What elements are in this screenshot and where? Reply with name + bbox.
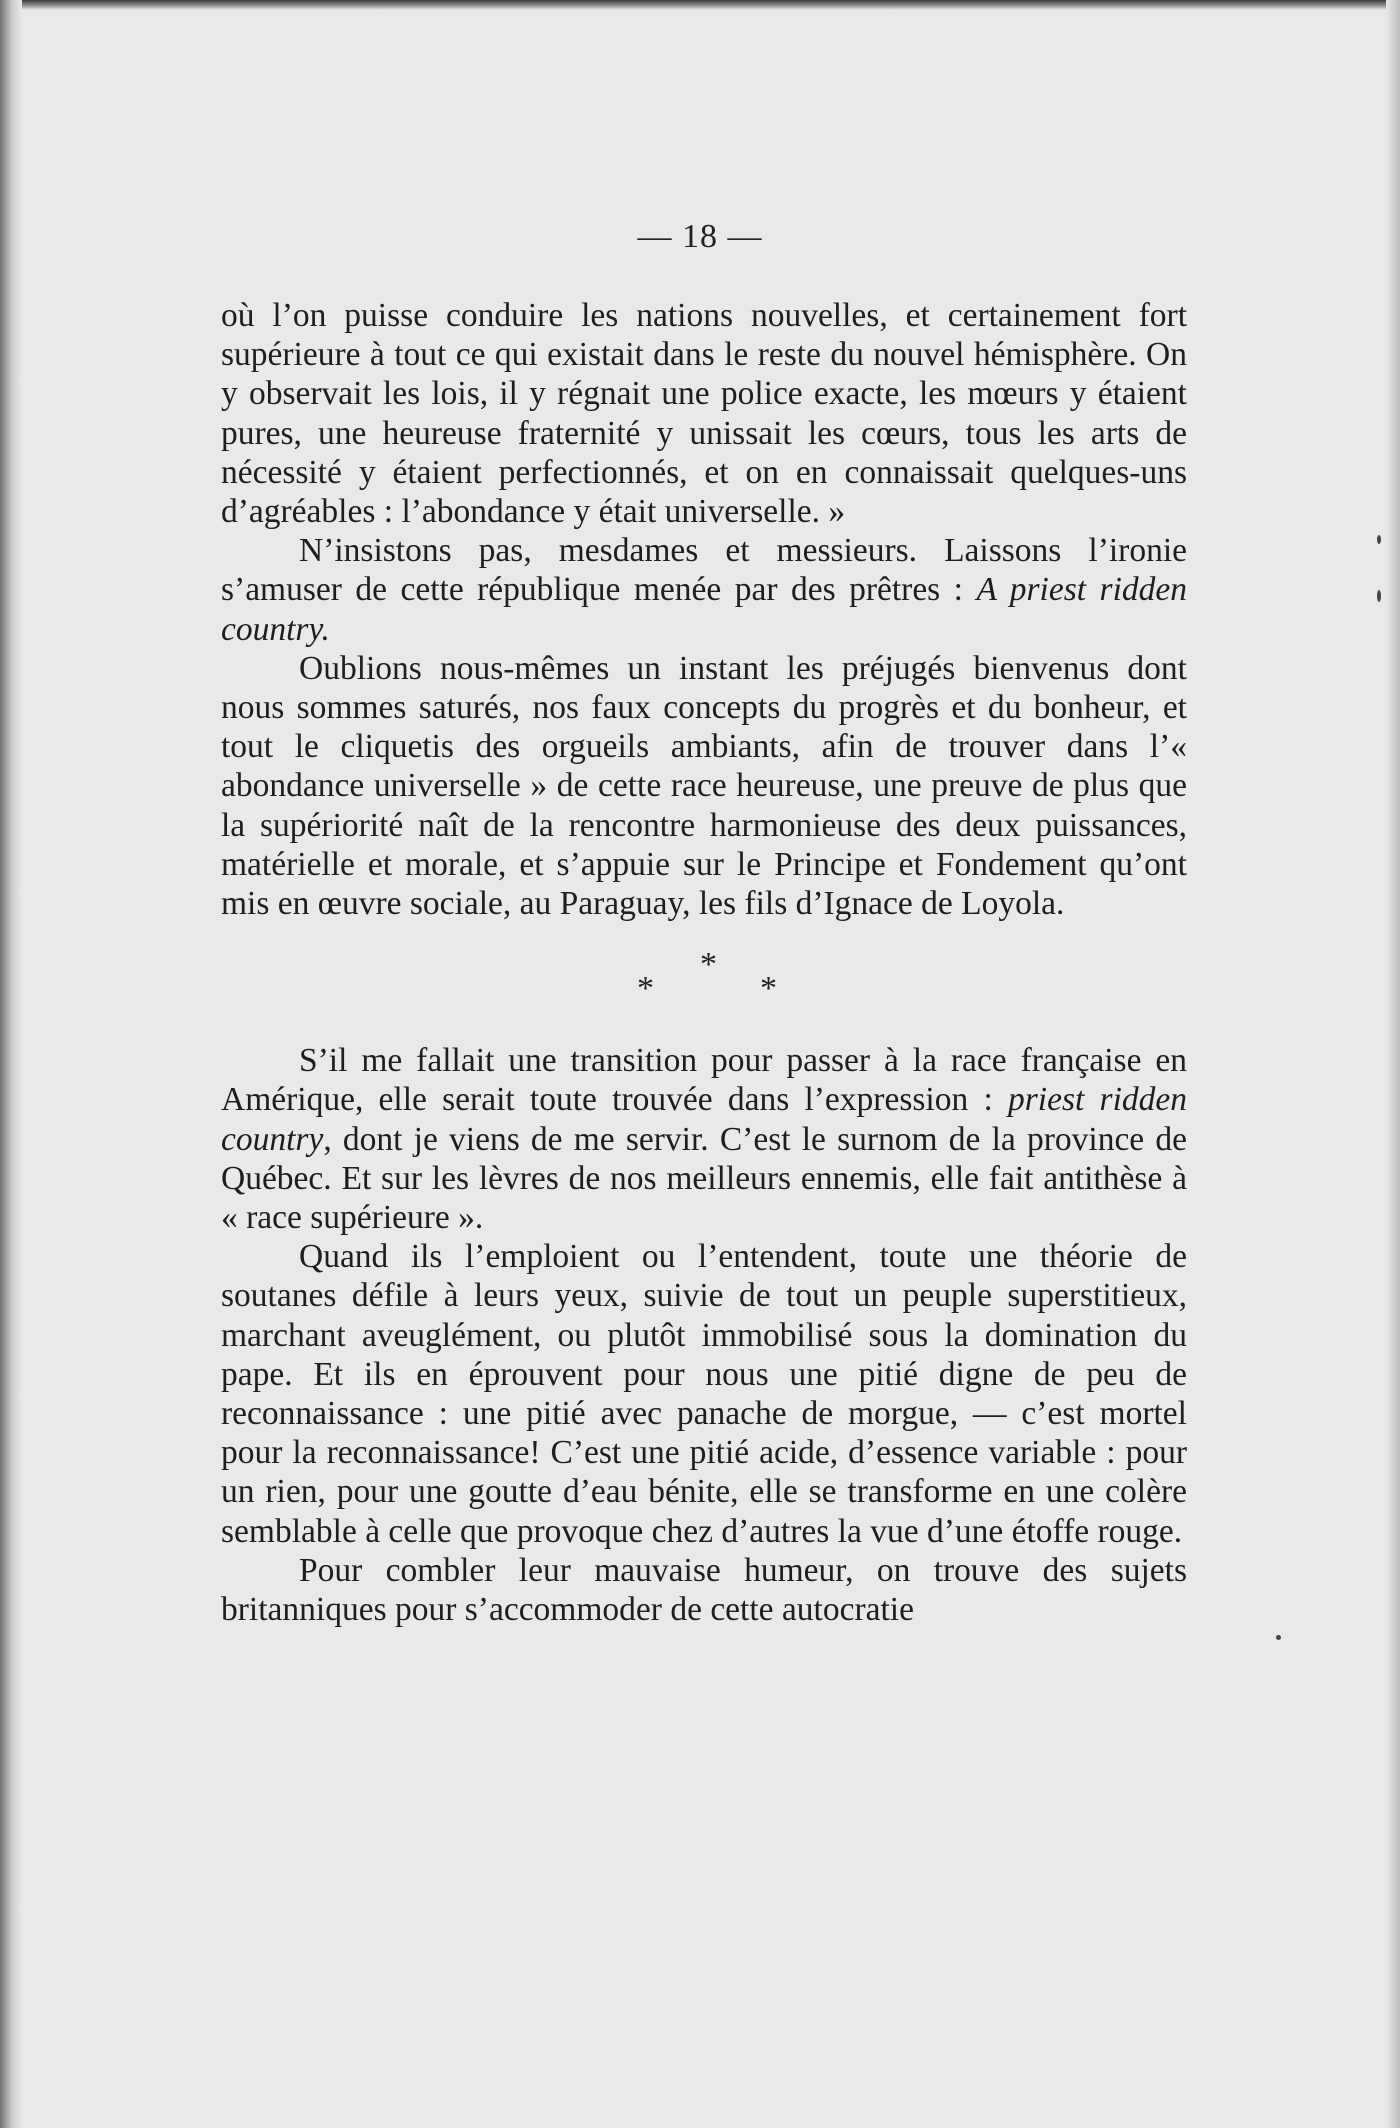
paragraph-2: [221, 531, 1187, 649]
separator-star-right: *: [760, 970, 777, 1008]
scan-speck: [1276, 1635, 1281, 1640]
page-left-edge: [0, 0, 22, 2128]
scan-speck: [1377, 590, 1381, 602]
paragraph-5: Quand ils l’emploient ou l’entendent, toute une théorie de soutanes défile à leurs yeux, suivie de tout un peuple superstitieux, marchant aveuglément, ou plutôt immobilisé sous la domination du pape. Et ils en éprouvent pour nous une pitié digne de peu de reconnaissance : une pitié avec panache de morgue, — c’est mortel pour la reconnaissance! C’est une pitié acide, d’essence variable : pour un rien, pour une goutte d’eau bénite, elle se transforme en une colère semblable à celle que provoque chez d’autres la vue d’une étoffe rouge.: [221, 1238, 1187, 1550]
page-right-edge: [1386, 0, 1400, 2128]
paragraph-3: Oublions nous-mêmes un instant les préjugés bienvenus dont nous sommes saturés, nos faux concepts du progrès et du bonheur, et tout le cliquetis des orgueils ambiants, afin de trouver dans l’« abondance universelle » de cette race heureuse, une preuve de plus que la supériorité naît de la rencontre harmonieuse des deux puissances, matérielle et morale, et s’appuie sur le Principe et Fondement qu’ont mis en œuvre sociale, au Paraguay, les fils d’Ignace de Loyola.: [221, 649, 1187, 923]
section-separator: [221, 923, 1187, 1041]
page-top-edge: [0, 0, 1400, 10]
scan-speck: [1377, 535, 1381, 544]
paragraph-2-italic: A priest ridden country.: [221, 571, 1187, 648]
separator-star-middle: *: [700, 946, 717, 984]
paragraph-6: Pour combler leur mauvaise humeur, on trouve des sujets britanniques pour s’accommoder de cette autocratie: [221, 1551, 1187, 1629]
paragraph-4: [221, 1041, 1187, 1237]
paragraph-2-text: N’insistons pas, mesdames et messieurs. Laissons l’ironie s’amuser de cette république menée par des prêtres :: [221, 532, 1187, 609]
paragraph-4-italic: priest ridden country: [221, 1081, 1187, 1158]
paragraph-4-text-before: S’il me fallait une transition pour passer à la race française en Amérique, elle serait toute trouvée dans l’expression :: [221, 1042, 1187, 1119]
body-text: [221, 296, 1187, 1629]
paragraph-1: où l’on puisse conduire les nations nouvelles, et certainement fort supérieure à tout ce qui existait dans le reste du nouvel hémisphère. On y observait les lois, il y régnait une police exacte, les mœurs y étaient pures, une heureuse fraternité y unissait les cœurs, tous les arts de nécessité y étaient perfectionnés, et on en connaissait quelques-uns d’agréables : l’abondance y était universelle. »: [221, 297, 1187, 531]
separator-star-left: *: [637, 970, 654, 1008]
paragraph-4-text-after: , dont je viens de me servir. C’est le surnom de la province de Québec. Et sur les lèvres de nos meilleurs ennemis, elle fait antithèse à « race supérieure ».: [221, 1120, 1187, 1237]
page-number: — 18 —: [637, 218, 763, 255]
